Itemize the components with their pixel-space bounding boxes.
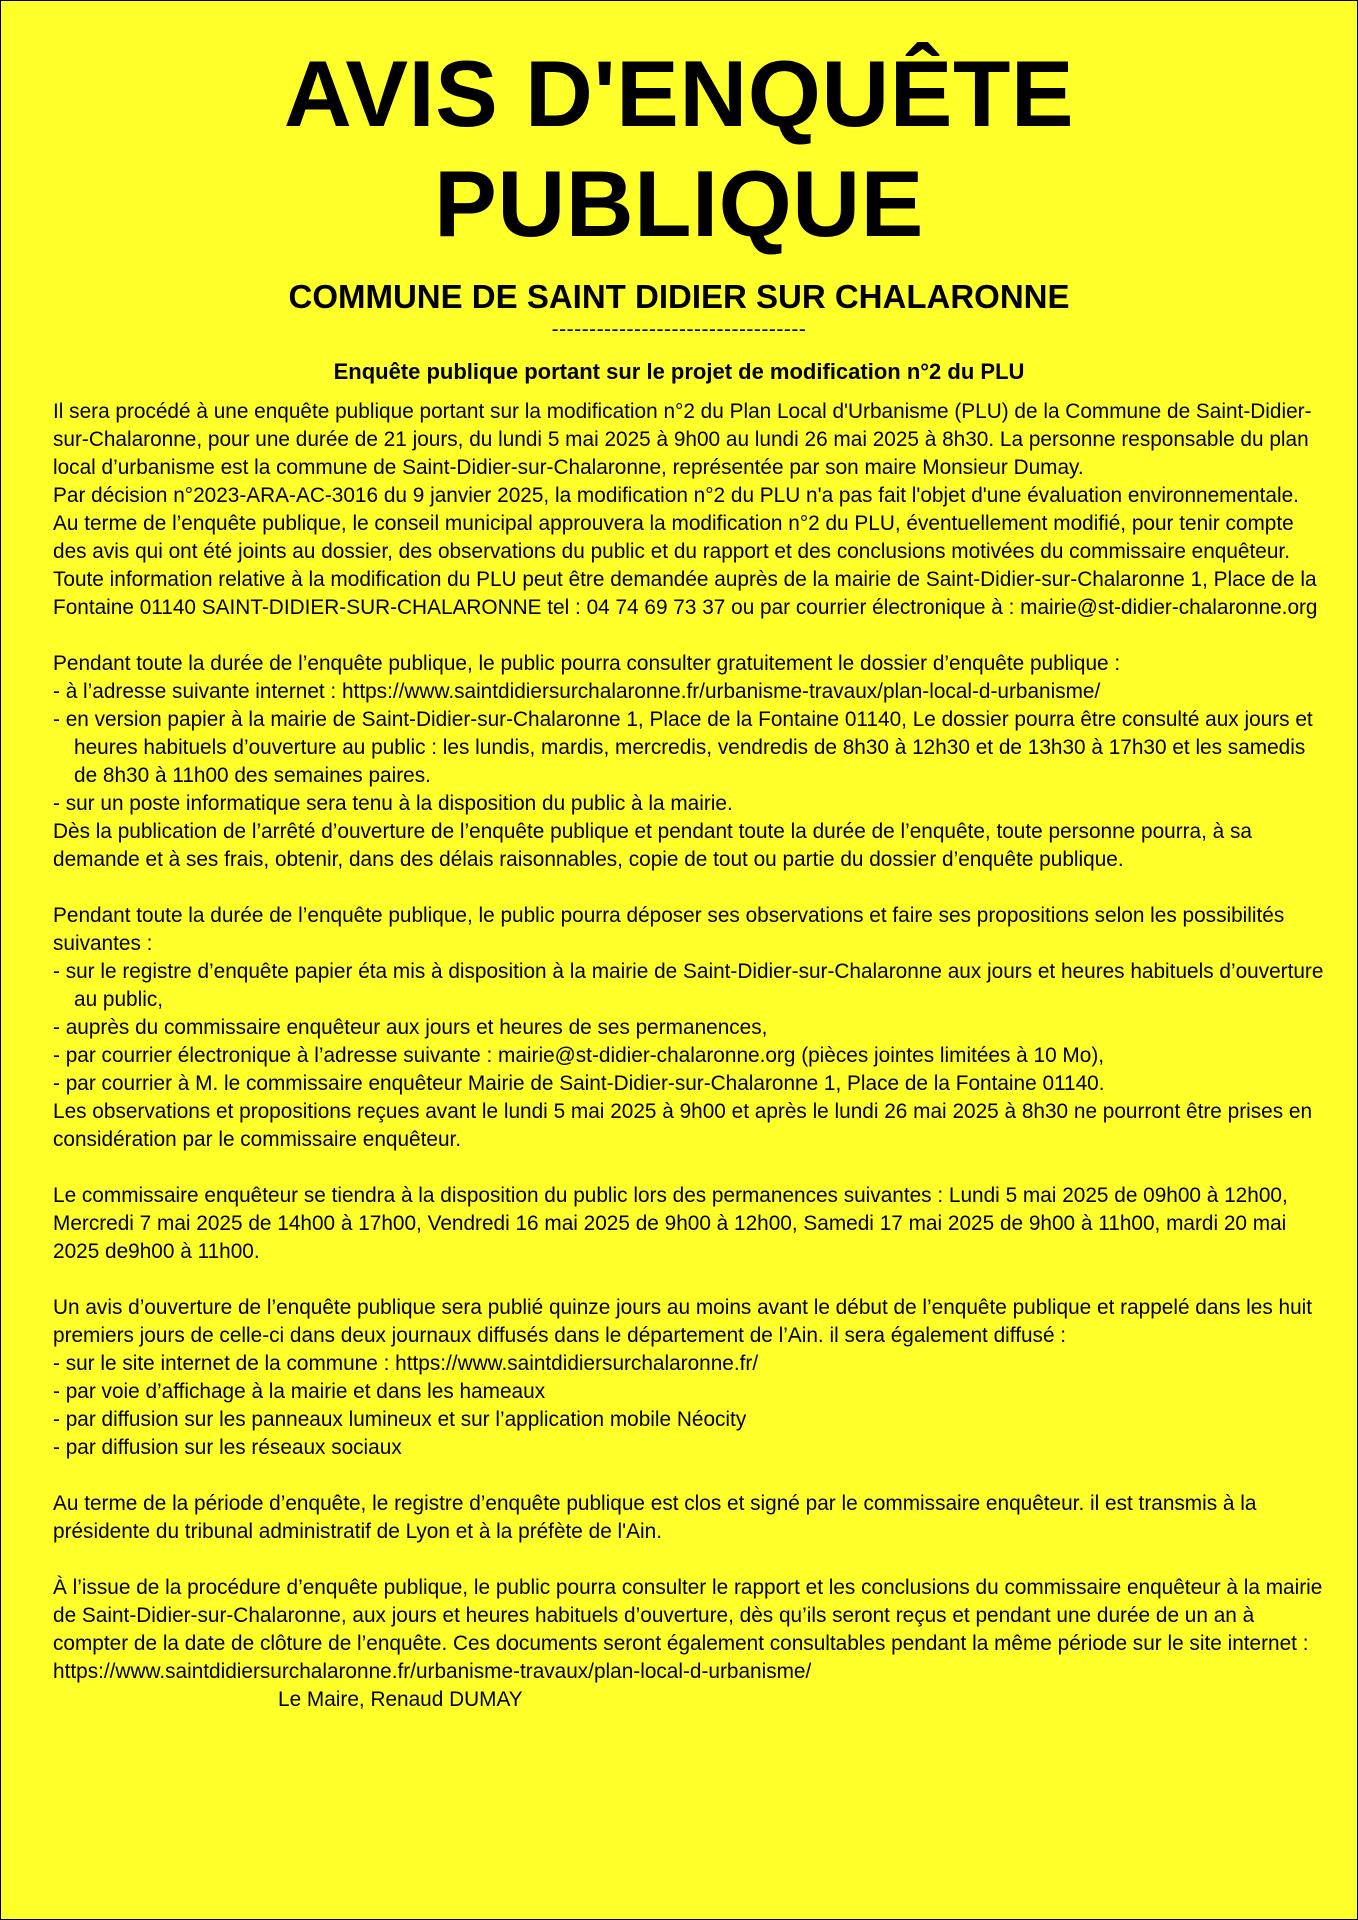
list-item: - par diffusion sur les réseaux sociaux (53, 1436, 402, 1459)
list-item: - sur un poste informatique sera tenu à la disposition du public à la mairie. (53, 792, 733, 815)
list-item: - par diffusion sur les panneaux lumineux et sur l’application mobile Néocity (53, 1408, 747, 1431)
signature: Le Maire, Renaud DUMAY (278, 1688, 523, 1711)
list-item: - par courrier électronique à l’adresse suivante : mairie@st-didier-chalaronne.org (pièces jointes limitées à 10 Mo), (53, 1044, 1105, 1067)
list-item: - en version papier à la mairie de Saint-Didier-sur-Chalaronne 1, Place de la Fontaine 01140, Le dossier pourra être consulté aux jours et heures habituels d’ouverture au public : les lundis, mardis, mercredis, vendredis de 8h30 à 12h30 et de 13h30 à 17h30 et les samedis de 8h30 à 11h00 des semaines paires. (53, 708, 1313, 787)
intro-paragraph: Par décision n°2023-ARA-AC-3016 du 9 janvier 2025, la modification n°2 du PLU n'a pas fait l'objet d'une évaluation environnementale. (53, 484, 1299, 507)
publicity-lead: Un avis d’ouverture de l’enquête publique sera publié quinze jours au moins avant le début de l’enquête publique et rappelé dans les huit premiers jours de celle-ci dans deux journaux diffusés dans le département de l’Ain. il sera également diffusé : (53, 1296, 1313, 1347)
notice-title-line2: PUBLIQUE (434, 151, 924, 256)
notice-body (53, 398, 1325, 1714)
intro-paragraph: Il sera procédé à une enquête publique portant sur la modification n°2 du Plan Local d'Urbanisme (PLU) de la Commune de Saint-Didier-sur-Chalaronne, pour une durée de 21 jours, du lundi 5 mai 2025 à 9h00 au lundi 26 mai 2025 à 8h30. La personne responsable du plan local d’urbanisme est la commune de Saint-Didier-sur-Chalaronne, représentée par son maire Monsieur Dumay. (53, 400, 1312, 479)
notice-subject: Enquête publique portant sur le projet de modification n°2 du PLU (333, 359, 1025, 384)
consultation-after: Dès la publication de l’arrêté d’ouverture de l’enquête publique et pendant toute la durée de l’enquête, toute personne pourra, à sa demande et à ses frais, obtenir, dans des délais raisonnables, copie de tout ou partie du dossier d’enquête publique. (53, 820, 1252, 871)
closing-paragraph: Au terme de la période d’enquête, le registre d’enquête publique est clos et signé par le commissaire enquêteur. il est transmis à la présidente du tribunal administratif de Lyon et à la préfète de l'Ain. (53, 1492, 1257, 1543)
intro-paragraph: Au terme de l’enquête publique, le conseil municipal approuvera la modification n°2 du PLU, éventuellement modifié, pour tenir compte des avis qui ont été joints au dossier, des observations du public et du rapport et des conclusions motivées du commissaire enquêteur. Toute information relative à la modification du PLU peut être demandée auprès de la mairie de Saint-Didier-sur-Chalaronne 1, Place de la Fontaine 01140 SAINT-DIDIER-SUR-CHALARONNE tel : 04 74 69 73 37 ou par courrier électronique à : mairie@st-didier-chalaronne.org (53, 512, 1318, 619)
consultation-lead: Pendant toute la durée de l’enquête publique, le public pourra consulter gratuitement le dossier d’enquête publique : (53, 652, 1121, 675)
permanences-paragraph: Le commissaire enquêteur se tiendra à la disposition du public lors des permanences suivantes : Lundi 5 mai 2025 de 09h00 à 12h00, Mercredi 7 mai 2025 de 14h00 à 17h00, Vendredi 16 mai 2025 de 9h00 à 12h00, Samedi 17 mai 2025 de 9h00 à 11h00, mardi 20 mai 2025 de9h00 à 11h00. (53, 1184, 1288, 1263)
list-item: - sur le site internet de la commune : https://www.saintdidiersurchalaronne.fr/ (53, 1352, 759, 1375)
report-paragraph: À l’issue de la procédure d’enquête publique, le public pourra consulter le rapport et les conclusions du commissaire enquêteur à la mairie de Saint-Didier-sur-Chalaronne, aux jours et heures habituels d’ouverture, dès qu’ils seront reçus et pendant une durée de un an à compter de la date de clôture de l’enquête. Ces documents seront également consultables pendant la même période sur le site internet : (53, 1576, 1323, 1655)
list-item: - par courrier à M. le commissaire enquêteur Mairie de Saint-Didier-sur-Chalaronne 1, Place de la Fontaine 01140. (53, 1072, 1105, 1095)
notice-title-line1: AVIS D'ENQUÊTE (283, 41, 1075, 146)
list-item: - sur le registre d’enquête papier éta mis à disposition à la mairie de Saint-Didier-sur-Chalaronne aux jours et heures habituels d’ouverture au public, (53, 960, 1324, 1011)
commune-name: COMMUNE DE SAINT DIDIER SUR CHALARONNE (288, 278, 1070, 315)
list-item: - par voie d’affichage à la mairie et dans les hameaux (53, 1380, 546, 1403)
observations-after: Les observations et propositions reçues avant le lundi 5 mai 2025 à 9h00 et après le lundi 26 mai 2025 à 8h30 ne pourront être prises en considération par le commissaire enquêteur. (53, 1100, 1313, 1151)
list-item: - auprès du commissaire enquêteur aux jours et heures de ses permanences, (53, 1016, 768, 1039)
separator: ---------------------------------- (551, 318, 807, 341)
notice-title (33, 39, 1325, 259)
list-item: - à l’adresse suivante internet : https://www.saintdidiersurchalaronne.fr/urbanisme-travaux/plan-local-d-urbanisme/ (53, 680, 1101, 703)
report-url: https://www.saintdidiersurchalaronne.fr/urbanisme-travaux/plan-local-d-urbanisme/ (53, 1660, 812, 1683)
observations-lead: Pendant toute la durée de l’enquête publique, le public pourra déposer ses observations et faire ses propositions selon les possibilités suivantes : (53, 904, 1285, 955)
